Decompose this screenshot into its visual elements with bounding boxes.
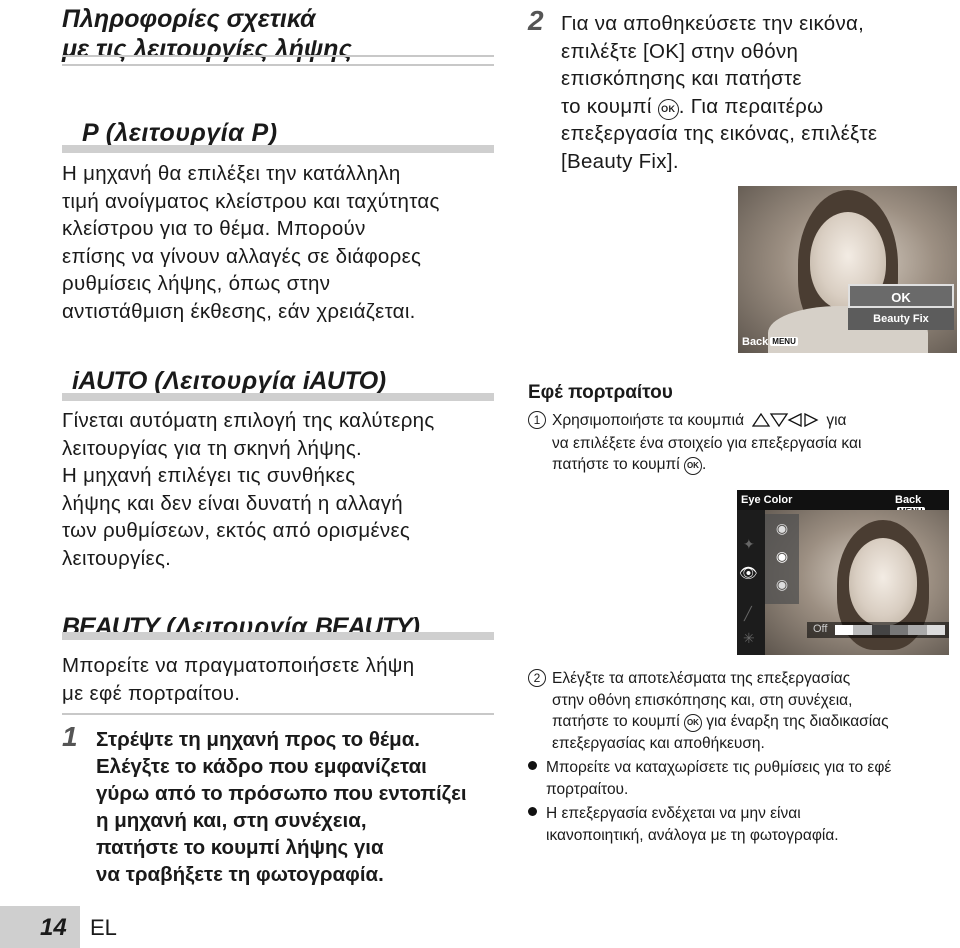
section-p-rule: [62, 145, 494, 153]
bullet-icon: [528, 761, 537, 770]
section-iauto-rule: [62, 393, 494, 401]
ok-button-icon: OK: [684, 714, 702, 732]
beauty-mode-icon: BEAUTY: [62, 613, 159, 641]
bullet2-text: Η επεξεργασία ενδέχεται να μην είναι: [546, 805, 801, 822]
beauty-title-mid: (Λειτουργία: [166, 613, 308, 641]
section-p-line: αντιστάθμιση έκθεσης, εάν χρειάζεται.: [62, 299, 416, 323]
item1-line3-pre: πατήστε το κουμπί: [552, 456, 680, 473]
ok-option[interactable]: [848, 284, 954, 308]
item2-line3-post: για έναρξη της διαδικασίας: [706, 713, 889, 730]
item1-line1-pre: Χρησιμοποιήστε τα κουμπιά: [552, 412, 745, 429]
step2-line4-post: . Για περαιτέρω: [678, 94, 824, 118]
step2-line2: επιλέξτε [OK] στην οθόνη: [561, 39, 799, 63]
section-p-line: Η μηχανή θα επιλέξει την κατάλληλη: [62, 162, 401, 185]
level-bar: [807, 622, 949, 638]
direction-buttons-icon: [752, 412, 822, 433]
ok-option-label: OK: [891, 290, 911, 305]
section-p-title: P (λειτουργία P): [82, 119, 278, 147]
section-iauto-line: λειτουργίες.: [62, 546, 172, 570]
section-iauto-line: Η μηχανή επιλέγει τις συνθήκες: [62, 464, 356, 487]
eye-color-label: Eye Color: [741, 494, 793, 506]
section-iauto-line: των ρυθμίσεων, εκτός από ορισμένες: [62, 519, 411, 542]
section-iauto-line: λειτουργίας για τη σκηνή λήψης.: [62, 436, 362, 460]
section-beauty-rule: [62, 632, 494, 640]
bullet2-line2: ικανοποιητική, ανάλογα με τη φωτογραφία.: [546, 826, 839, 844]
bullet2-line1: [528, 803, 891, 825]
step2-text: [561, 10, 877, 175]
preview-face: [849, 538, 917, 626]
header-rule: [62, 55, 494, 66]
item1-line3-post: .: [701, 456, 707, 473]
section-beauty-body: [62, 652, 414, 707]
item2-line3: [528, 711, 891, 733]
section-p-body: [62, 160, 440, 325]
section-p-line: ρυθμίσεις λήψης, όπως στην: [62, 272, 331, 295]
header-title-line2: με τις λειτουργίες λήψης: [62, 35, 352, 63]
step1-line: να τραβήξετε τη φωτογραφία.: [96, 863, 384, 886]
star-icon[interactable]: ✳: [743, 630, 755, 646]
iauto-mode-icon-inline: iAUTO: [302, 367, 378, 395]
ok-button-icon: OK: [684, 457, 702, 475]
screen2-back-label: Back: [895, 494, 922, 506]
eye-icon[interactable]: 👁: [739, 565, 759, 582]
language-code: EL: [90, 915, 117, 940]
item1-line2: να επιλέξετε ένα στοιχείο για επεξεργασία και: [552, 435, 862, 452]
section-iauto-line: Γίνεται αυτόματη επιλογή της καλύτερης: [62, 409, 435, 432]
iauto-title-end: ): [377, 367, 387, 395]
step1-text: [96, 726, 467, 888]
item1-line1-post: για: [826, 412, 847, 429]
section-iauto-line: λήψης και δεν είναι δυνατή η αλλαγή: [62, 491, 403, 515]
eye-color-screen: [737, 490, 949, 655]
section-beauty-line: Μπορείτε να πραγματοποιήσετε λήψη: [62, 654, 415, 677]
step2-line1: Για να αποθηκεύσετε την εικόνα,: [561, 12, 865, 35]
beauty-mode-icon-inline: BEAUTY: [314, 613, 412, 641]
eye-option-list: [765, 514, 799, 604]
bullet1-text: Μπορείτε να καταχωρίσετε τις ρυθμίσεις για το εφέ: [546, 759, 892, 776]
item2-line2: στην οθόνη επισκόπησης και, στη συνέχεια,: [552, 691, 853, 709]
bullet1-line1: [528, 757, 891, 779]
step1-line: η μηχανή και, στη συνέχεια,: [96, 809, 367, 832]
portrait-item1: [528, 410, 861, 475]
step1-line: Ελέγξτε το κάδρο που εμφανίζεται: [96, 755, 427, 778]
section-p-line: επίσης να γίνουν αλλαγές σε διάφορες: [62, 244, 422, 268]
item1-line1: [528, 410, 861, 433]
beauty-fix-option[interactable]: [848, 308, 954, 330]
eye-option-icon[interactable]: ◉: [775, 520, 789, 536]
menu-key: MENU: [772, 337, 796, 346]
beauty-title-end: ): [411, 613, 421, 641]
bullet-icon: [528, 807, 537, 816]
back-hint: [742, 336, 798, 348]
brush-icon[interactable]: ╱: [744, 606, 752, 621]
section-p-line: κλείστρου για το θέμα. Μπορούν: [62, 217, 366, 240]
iauto-mode-icon: iAUTO: [72, 367, 147, 395]
beauty-fix-label: Beauty Fix: [873, 313, 929, 325]
portrait-effect-heading: Εφέ πορτραίτου: [528, 382, 673, 403]
header-title-line1: Πληροφορίες σχετικά: [62, 5, 316, 33]
off-label: Off: [813, 623, 828, 635]
sparkle-icon[interactable]: ✦: [743, 536, 755, 552]
section-p-line: τιμή ανοίγματος κλείστρου και ταχύτητας: [62, 189, 440, 213]
section-iauto-body: [62, 407, 435, 572]
item2-line1: [528, 668, 891, 690]
back-label: Back: [742, 336, 769, 348]
item1-number: 1: [528, 411, 546, 429]
page-number: 14: [40, 914, 67, 941]
item2-line3-pre: πατήστε το κουμπί: [552, 713, 680, 730]
section-iauto-title: [72, 366, 387, 396]
step2-line3: επισκόπησης και πατήστε: [561, 67, 802, 90]
review-screen-image: [738, 186, 957, 353]
step2-line4: [561, 93, 877, 121]
level-swatches[interactable]: [835, 625, 945, 635]
bullet1-line2: πορτραίτου.: [546, 780, 629, 798]
item2-line1-text: Ελέγξτε τα αποτελέσματα της επεξεργασίας: [552, 670, 851, 687]
step1-line: Στρέψτε τη μηχανή προς το θέμα.: [96, 728, 420, 751]
eye-option-icon[interactable]: ◉: [775, 576, 789, 592]
step2-number: 2: [528, 5, 544, 36]
ok-button-icon: OK: [658, 99, 679, 120]
iauto-title-mid: (Λειτουργία: [154, 367, 296, 395]
step1-line: γύρω από το πρόσωπο που εντοπίζει: [96, 782, 467, 805]
step1-rule: [62, 713, 494, 715]
section-beauty-line: με εφέ πορτραίτου.: [62, 681, 241, 705]
portrait-item2: [528, 668, 891, 846]
eye-option-icon[interactable]: ◉: [775, 548, 789, 564]
step1-line: πατήστε το κουμπί λήψης για: [96, 836, 384, 859]
item2-line4: επεξεργασίας και αποθήκευση.: [552, 734, 765, 752]
step2-line5: επεξεργασία της εικόνας, επιλέξτε: [561, 122, 878, 145]
step1-number: 1: [62, 721, 78, 752]
step2-line6: [Beauty Fix].: [561, 149, 679, 173]
item2-number: 2: [528, 669, 546, 687]
item1-line3: [528, 454, 861, 475]
step2-line4-pre: το κουμπί: [561, 94, 652, 118]
